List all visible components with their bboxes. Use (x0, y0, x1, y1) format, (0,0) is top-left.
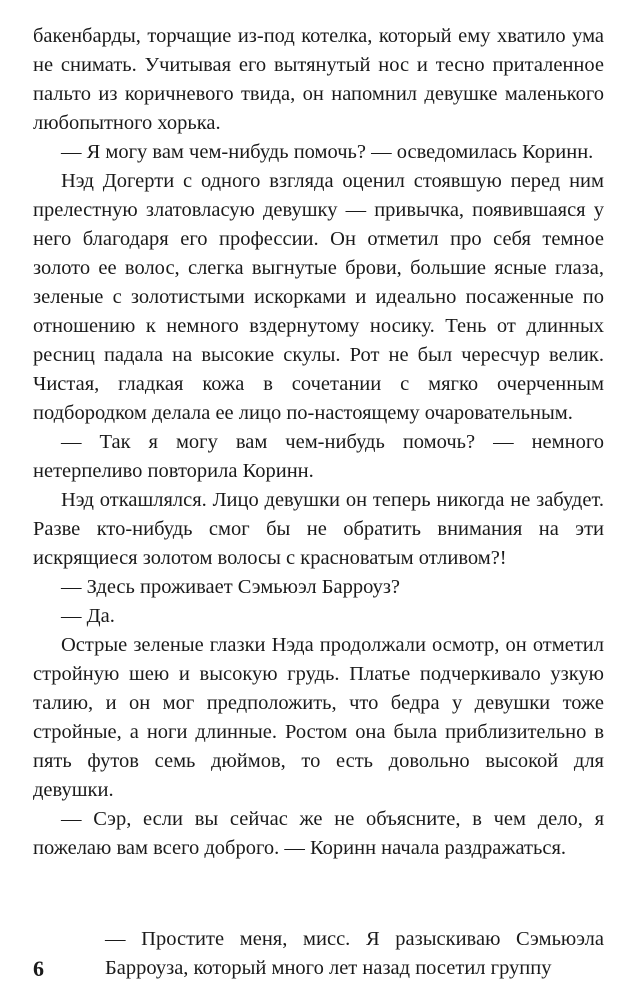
paragraph: — Здесь проживает Сэмьюэл Барроуз? (61, 576, 401, 598)
paragraph: — Да. (61, 605, 115, 627)
page-number: 6 (33, 956, 44, 981)
paragraph: Острые зеленые глазки Нэда продолжали осмотр, он отметил стройную шею и высокую грудь. Платье подчеркивало узкую талию, и он мог предположить, что бедра у девушки тоже стройные, а ноги длинные. Ростом она была приблизительно в пять футов семь дюймов, то есть довольно высокой для девушки. (33, 634, 604, 801)
body-text (33, 22, 604, 863)
paragraph-continued: бакенбарды, торчащие из-под котелка, который ему хватило ума не снимать. Учитывая его вытянутый нос и тесно приталенное пальто из коричневого твида, он напомнил девушке маленького любопытного хорька. (33, 25, 604, 134)
paragraph: Нэд Догерти с одного взгляда оценил стоявшую перед ним прелестную златовласую девушку — привычка, появившаяся у него благодаря его профессии. Он отметил про себя темное золото ее волос, слегка выгнутые брови, большие ясные глаза, зеленые с золотистыми искорками и идеально посаженные по отношению к немного вздернутому носику. Тень от длинных ресниц падала на высокие скулы. Рот не был чересчур велик. Чистая, гладкая кожа в сочетании с мягко очерченным подбородком делала ее лицо по-настоящему очаровательным. (33, 170, 604, 424)
paragraph: Нэд откашлялся. Лицо девушки он теперь никогда не забудет. Разве кто-нибудь смог бы не обратить внимания на эти искрящиеся золотом волосы с красноватым отливом?! (33, 489, 604, 569)
page-footer-block (33, 925, 604, 983)
paragraph: — Сэр, если вы сейчас же не объясните, в чем дело, я пожелаю вам всего доброго. — Коринн начала раздражаться. (33, 808, 604, 859)
paragraph-last: — Простите меня, мисс. Я разыскиваю Сэмьюэла Барроуза, который много лет назад посетил группу (105, 928, 604, 979)
paragraph: — Так я могу вам чем-нибудь помочь? — немного нетерпеливо повторила Коринн. (33, 431, 604, 482)
paragraph: — Я могу вам чем-нибудь помочь? — осведомилась Коринн. (61, 141, 594, 163)
